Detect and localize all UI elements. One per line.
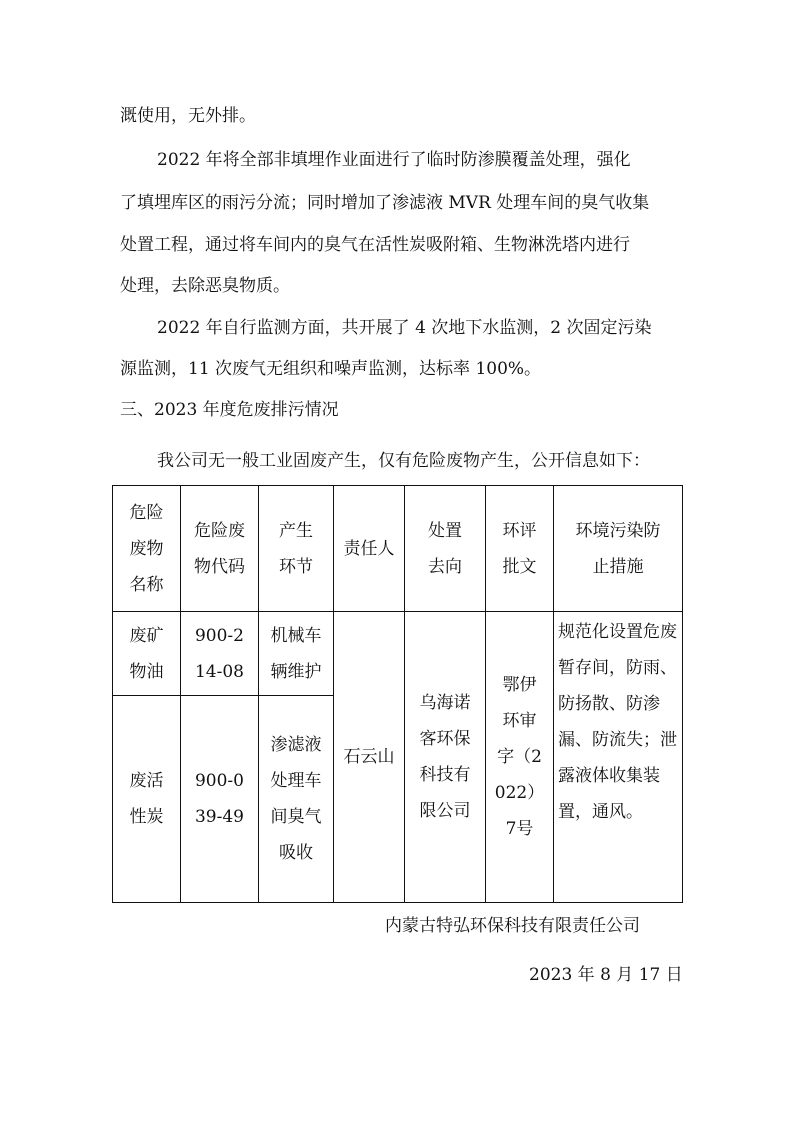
paragraph-line: 2022 年自行监测方面，共开展了 4 次地下水监测，2 次固定污染 bbox=[157, 318, 652, 338]
paragraph-line: 2022 年将全部非填埋作业面进行了临时防渗膜覆盖处理，强化 bbox=[157, 150, 631, 170]
section-heading: 三、2023 年度危废排污情况 bbox=[120, 400, 339, 420]
cell-measures: 规范化设置危废暂存间，防雨、防扬散、防渗漏、防流失；泄露液体收集装置，通风。 bbox=[554, 612, 683, 903]
table-header-row bbox=[113, 486, 683, 612]
header-disposal: 处置去向 bbox=[405, 486, 486, 612]
cell-waste-name: 废活性炭 bbox=[113, 696, 181, 903]
document-date: 2023 年 8 月 17 日 bbox=[529, 965, 683, 985]
table-intro: 我公司无一般工业固废产生，仅有危险废物产生，公开信息如下： bbox=[157, 451, 650, 471]
cell-approval: 鄂伊环审字（2022）7号 bbox=[486, 612, 554, 903]
cell-stage: 机械车辆维护 bbox=[259, 612, 334, 696]
header-stage: 产生环节 bbox=[259, 486, 334, 612]
paragraph-line: 溉使用，无外排。 bbox=[120, 106, 256, 126]
header-waste-code: 危险废物代码 bbox=[181, 486, 259, 612]
cell-disposal: 乌海诺客环保科技有限公司 bbox=[405, 612, 486, 903]
cell-waste-name: 废矿物油 bbox=[113, 612, 181, 696]
paragraph-line: 处理，去除恶臭物质。 bbox=[120, 276, 290, 296]
cell-waste-code: 900-214-08 bbox=[181, 612, 259, 696]
hazardous-waste-table bbox=[112, 485, 683, 903]
header-person: 责任人 bbox=[334, 486, 405, 612]
paragraph-line: 源监测，11 次废气无组织和噪声监测，达标率 100%。 bbox=[120, 359, 542, 379]
header-measures: 环境污染防止措施 bbox=[554, 486, 683, 612]
cell-waste-code: 900-039-49 bbox=[181, 696, 259, 903]
cell-stage: 渗滤液处理车间臭气吸收 bbox=[259, 696, 334, 903]
header-waste-name: 危险废物名称 bbox=[113, 486, 181, 612]
paragraph-line: 处置工程，通过将车间内的臭气在活性炭吸附箱、生物淋洗塔内进行 bbox=[120, 235, 630, 255]
paragraph-line: 了填埋库区的雨污分流；同时增加了渗滤液 MVR 处理车间的臭气收集 bbox=[120, 193, 650, 213]
table-row bbox=[113, 612, 683, 696]
cell-person: 石云山 bbox=[334, 612, 405, 903]
header-approval: 环评批文 bbox=[486, 486, 554, 612]
company-signature: 内蒙古特弘环保科技有限责任公司 bbox=[385, 916, 640, 936]
